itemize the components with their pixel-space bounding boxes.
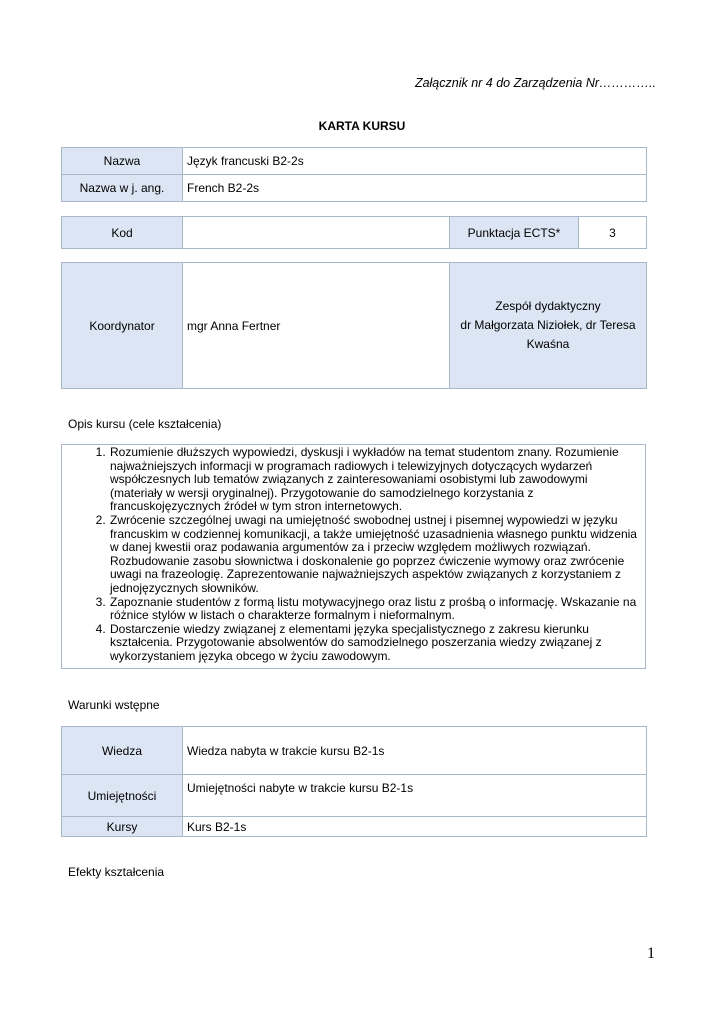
course-goals-list (62, 446, 639, 664)
skills-label: Umiejętności (62, 775, 183, 817)
teaching-team-cell (450, 263, 647, 389)
goal-item: 2. Zwrócenie szczególnej uwagi na umiejętność swobodnej ustnej i pisemnej wypowiedzi w języku francuskim w codziennej komunikacji, a także umiejętność uzasadnienia własnego punktu widzenia w danej kwestii oraz podawania argumentów za i przeciw względem możliwych rozwiązań. Rozbudowanie zasobu słownictwa i doskonalenie go poprzez ćwiczenie wymowy oraz zwrócenie uwagi na frazeologię. Zaprezentowanie najważniejszych aspektów związanych z korzystaniem z jednojęzycznych słowników. (109, 514, 639, 596)
name-en-label: Nazwa w j. ang. (62, 175, 183, 202)
name-value: Język francuski B2-2s (183, 148, 647, 175)
learning-outcomes-heading: Efekty kształcenia (68, 865, 165, 879)
goal-item: 4. Dostarczenie wiedzy związanej z elementami języka specjalistycznego z zakresu kierunku kształcenia. Przygotowanie absolwentów do samodzielnego poszerzania wiedzy związanej z wykorzystaniem języka obcego w życiu zawodowym. (109, 623, 639, 664)
knowledge-label: Wiedza (62, 727, 183, 775)
courses-label: Kursy (62, 817, 183, 837)
code-value (183, 217, 450, 249)
code-label: Kod (62, 217, 183, 249)
teaching-team-value: dr Małgorzata Niziołek, dr Teresa Kwaśna (460, 318, 636, 351)
courses-value: Kurs B2-1s (183, 817, 647, 837)
name-en-value: French B2-2s (183, 175, 647, 202)
page-number: 1 (647, 945, 655, 962)
knowledge-value: Wiedza nabyta w trakcie kursu B2-1s (183, 727, 647, 775)
coordinator-value: mgr Anna Fertner (183, 263, 450, 389)
document-title: KARTA KURSU (318, 119, 406, 133)
coordinator-table (61, 262, 647, 389)
prerequisites-table (61, 726, 647, 837)
name-label: Nazwa (62, 148, 183, 175)
annex-reference: Załącznik nr 4 do Zarządzenia Nr………….. (414, 76, 656, 90)
coordinator-label: Koordynator (62, 263, 183, 389)
course-name-table (61, 147, 647, 202)
skills-value: Umiejętności nabyte w trakcie kursu B2-1s (183, 775, 647, 817)
code-table (61, 216, 647, 249)
course-description-heading: Opis kursu (cele kształcenia) (68, 417, 222, 431)
course-goals-box (61, 444, 646, 669)
goal-item: 1. Rozumienie dłuższych wypowiedzi, dyskusji i wykładów na temat studentom znany. Rozumienie najważniejszych informacji w programach radiowych i telewizyjnych dotyczących wydarzeń współczesnych lub tematów związanych z zainteresowaniami osobistymi lub zawodowymi (materiały w wersji oryginalnej). Przygotowanie do samodzielnego korzystania z francuskojęzycznych źródeł w tym stron internetowych. (109, 446, 639, 514)
ects-label: Punktacja ECTS* (450, 217, 579, 249)
ects-value: 3 (579, 217, 647, 249)
goal-item: 3. Zapoznanie studentów z formą listu motywacyjnego oraz listu z prośbą o informację. Wskazanie na różnice stylów w listach o charakterze formalnym i nieformalnym. (109, 596, 639, 623)
prerequisites-heading: Warunki wstępne (68, 698, 160, 712)
teaching-team-label: Zespół dydaktyczny (495, 299, 601, 313)
